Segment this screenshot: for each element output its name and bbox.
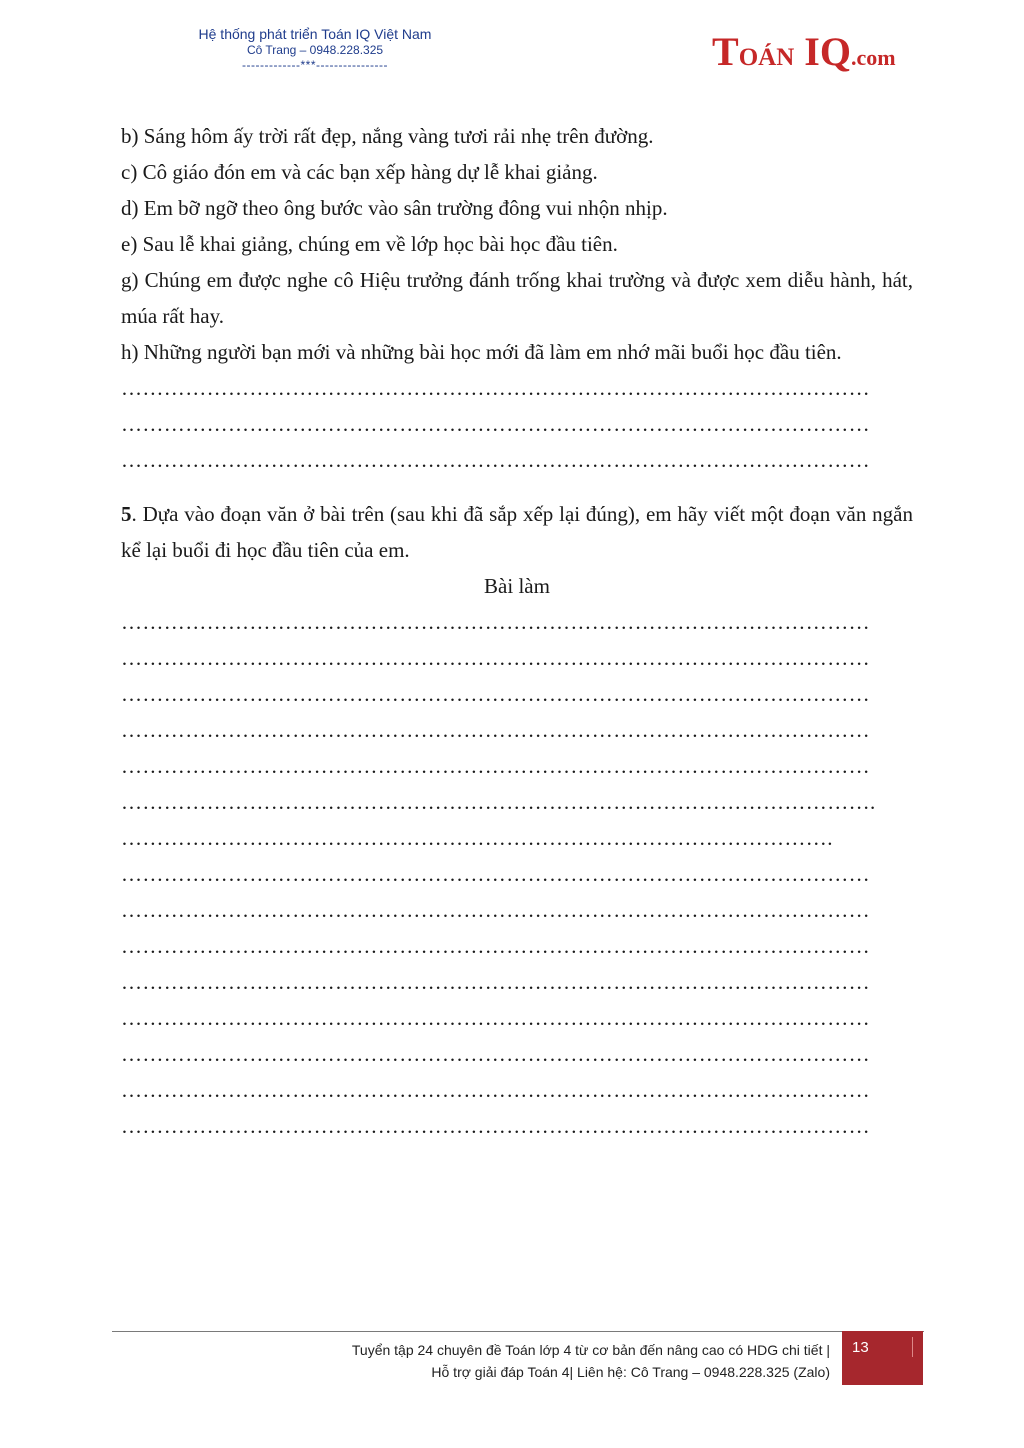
answer-line: ……………………………………………………………………………………………: [121, 1042, 870, 1066]
question-5: [121, 496, 913, 568]
answer-line: …………………………………………………………………………………………….: [121, 790, 876, 814]
answer-line: ……………………………………………………………………………………………: [121, 934, 870, 958]
answer-line: ……………………………………………………………………………………………: [121, 898, 870, 922]
footer-divider: [112, 1331, 924, 1332]
list-item: b) Sáng hôm ấy trời rất đẹp, nắng vàng tươi rải nhẹ trên đường.: [121, 124, 654, 148]
header-system-name: Hệ thống phát triển Toán IQ Việt Nam: [198, 26, 432, 42]
answer-heading: Bài làm: [484, 574, 550, 598]
answer-line: ……………………………………………………………………………………………: [121, 862, 870, 886]
document-body: [121, 118, 913, 1144]
page-number-box: [842, 1331, 923, 1385]
answer-line: ……………………………………………………………………………………………: [121, 718, 870, 742]
answer-line: ……………………………………………………………………………………………: [121, 970, 870, 994]
answer-line: ……………………………………………………………………………………………: [121, 1078, 870, 1102]
footer-contact: Hỗ trợ giải đáp Toán 4| Liên hệ: Cô Trang – 0948.228.325 (Zalo): [431, 1364, 830, 1380]
list-item: h) Những người bạn mới và những bài học mới đã làm em nhớ mãi buổi học đầu tiên.: [121, 340, 842, 364]
toaniq-logo: TOÁN IQ.com: [712, 29, 896, 74]
answer-line: ……………………………………………………………………………………………: [121, 376, 870, 400]
list-item: c) Cô giáo đón em và các bạn xếp hàng dự lễ khai giảng.: [121, 160, 598, 184]
question-text: . Dựa vào đoạn văn ở bài trên (sau khi đã sắp xếp lại đúng), em hãy viết một đoạn văn ngắn kể lại buổi đi học đầu tiên của em.: [121, 502, 913, 562]
question-number: 5: [121, 502, 132, 526]
list-item: g) Chúng em được nghe cô Hiệu trưởng đánh trống khai trường và được xem diễu hành, hát, múa rất hay.: [121, 268, 913, 328]
list-item: e) Sau lễ khai giảng, chúng em về lớp học bài học đầu tiên.: [121, 232, 618, 256]
answer-line: ……………………………………………………………………………………………: [121, 448, 870, 472]
footer: [352, 1339, 830, 1383]
answer-line: ……………………………………………………………………………………………: [121, 754, 870, 778]
page-number: 13: [852, 1339, 869, 1356]
header-contact: Cô Trang – 0948.228.325: [246, 43, 384, 57]
header-divider: -------------***----------------: [242, 58, 388, 72]
answer-line: ……………………………………………………………………………………………: [121, 646, 870, 670]
answer-line: ……………………………………………………………………………………….: [121, 826, 833, 850]
answer-line: ……………………………………………………………………………………………: [121, 412, 870, 436]
footer-collection-title: Tuyển tập 24 chuyên đề Toán lớp 4 từ cơ bản đến nâng cao có HDG chi tiết |: [351, 1342, 830, 1358]
answer-line: ……………………………………………………………………………………………: [121, 1006, 870, 1030]
list-item: d) Em bỡ ngỡ theo ông bước vào sân trường đông vui nhộn nhịp.: [121, 196, 668, 220]
header-info: [150, 26, 480, 72]
answer-line: ……………………………………………………………………………………………: [121, 610, 870, 634]
answer-line: ……………………………………………………………………………………………: [121, 682, 870, 706]
answer-line: ……………………………………………………………………………………………: [121, 1114, 870, 1138]
